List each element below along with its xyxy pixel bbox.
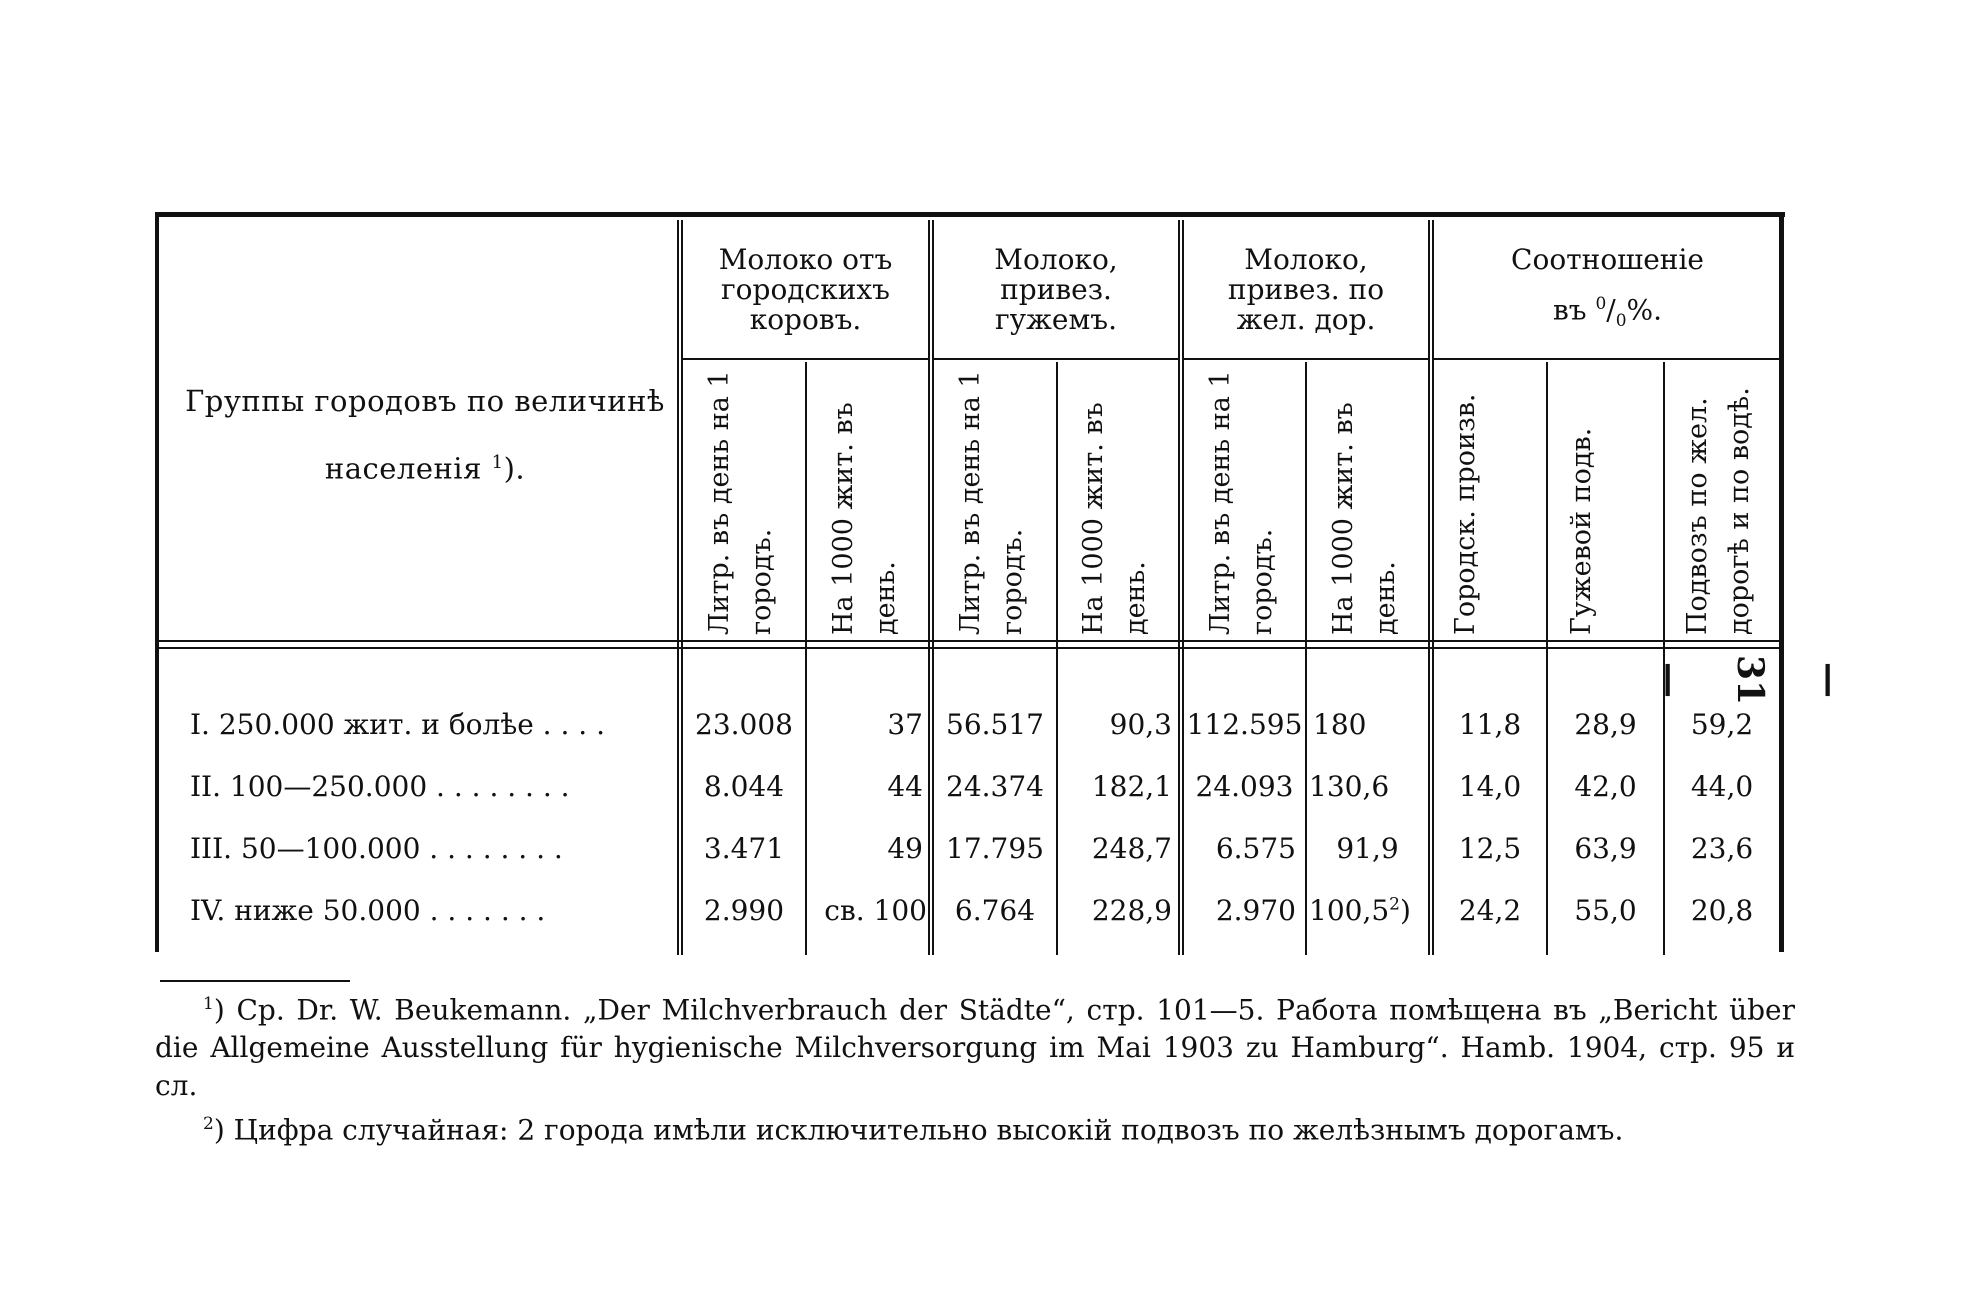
cell-r2-c2: 44 [887,770,923,803]
cell-r3-c5: 6.575 [1215,832,1296,865]
row-label-1: I. 250.000 жит. и болѣе . . . . [190,708,605,741]
group-column-header: Группы городовъ по величинѣ населенія $^1$). [185,384,665,486]
row-label-2: II. 100—250.000 . . . . . . . . [190,770,570,803]
cell-r4-c8: 55,0 [1574,894,1637,927]
cell-r3-c8: 63,9 [1574,832,1637,865]
header-separator-top [155,640,1784,642]
category-rule-1 [683,358,928,360]
cell-r4-c3: 6.764 [954,894,1036,927]
footnote-1: $^1$) Ср. Dr. W. Beukemann. „Der Milchverbrauch der Städte“, стр. 101—5. Работа помѣщена въ „Bericht über die Allgemeine Ausstellung für hygienische Milchversorgung im Mai 1903 zu Hamburg“. Hamb. 1904, стр. 95 и сл. [155,993,1795,1103]
table-right-border [1779,212,1784,952]
subcol-header-2: На 1000 жит. въ день. [827,402,901,635]
cell-r2-c1: 8.044 [703,770,785,803]
cell-r4-c2: св. 100 [824,894,927,927]
cell-r4-c7: 24,2 [1458,894,1522,927]
footnote-2-ref: 2 [1389,894,1400,915]
category-header-4: Соотношеніе въ $^0/_0\%$. [1511,243,1704,331]
category-header-2: Молоко, привез. гужемъ. [994,243,1118,336]
cell-r4-c1: 2.990 [703,894,785,927]
table-left-border [155,212,159,952]
cell-r4-c6: 100,5$^2$) [1309,894,1411,927]
cell-r2-c9: 44,0 [1690,770,1754,803]
subcol-header-1: Литр. въ день на 1 городъ. [704,370,777,635]
category-rule-3 [1184,358,1428,360]
cell-r3-c9: 23,6 [1690,832,1754,865]
subcol-header-6: На 1000 жит. въ день. [1327,402,1401,635]
footnote-rule [160,980,350,982]
cell-r1-c8: 28,9 [1574,708,1637,741]
cell-r4-c4: 228,9 [1091,894,1172,927]
header-separator-bottom [155,647,1784,649]
page-number: — 31 — [1649,654,1851,706]
subcol-header-3: Литр. въ день на 1 городъ. [955,370,1028,635]
cell-r2-c8: 42,0 [1574,770,1637,803]
cell-r4-c5: 2.970 [1215,894,1296,927]
table-top-border [155,212,1785,217]
cell-r1-c5: 112.595 [1186,708,1303,741]
subcol-header-9: Подвозъ по жел. дорогѣ и по водѣ. [1682,387,1755,635]
cell-r3-c1: 3.471 [703,832,785,865]
category-header-3: Молоко, привез. по жел. дор. [1227,243,1385,336]
cell-r2-c4: 182,1 [1091,770,1172,803]
cell-r2-c6: 130,6 [1309,770,1390,803]
cell-r2-c7: 14,0 [1458,770,1522,803]
cell-r1-c4: 90,3 [1109,708,1172,741]
row-label-3: III. 50—100.000 . . . . . . . . [190,832,563,865]
subcol-header-4: На 1000 жит. въ день. [1078,402,1151,635]
cell-r1-c9: 59,2 [1690,708,1754,741]
cell-r4-c9: 20,8 [1690,894,1754,927]
cell-r1-c6: 180 [1313,708,1367,741]
category-header-1: Молоко отъ городскихъ коровъ. [718,243,893,336]
footnote-2: $^2$) Цифра случайная: 2 города имѣли исключительно высокій подвозъ по желѣзнымъ дорогамъ. [203,1113,1624,1147]
cell-r3-c4: 248,7 [1091,832,1172,865]
cell-r2-c3: 24.374 [946,770,1044,803]
category-rule-4 [1434,358,1779,360]
row-label-4: IV. ниже 50.000 . . . . . . . [190,894,546,927]
subcol-header-7: Городск. произв. [1450,393,1481,635]
cell-r3-c6: 91,9 [1336,832,1399,865]
subcol-header-5: Литр. въ день на 1 городъ. [1204,370,1278,635]
cell-r2-c5: 24.093 [1195,770,1294,803]
cell-r1-c1: 23.008 [695,708,793,741]
cell-r3-c2: 49 [887,832,923,865]
cell-r3-c3: 17.795 [946,832,1044,865]
category-rule-2 [934,358,1178,360]
cell-r1-c3: 56.517 [946,708,1044,741]
cell-r1-c2: 37 [887,708,923,741]
cell-r1-c7: 11,8 [1458,708,1522,741]
subcol-header-8: Гужевой подв. [1565,427,1597,635]
cell-r3-c7: 12,5 [1458,832,1522,865]
